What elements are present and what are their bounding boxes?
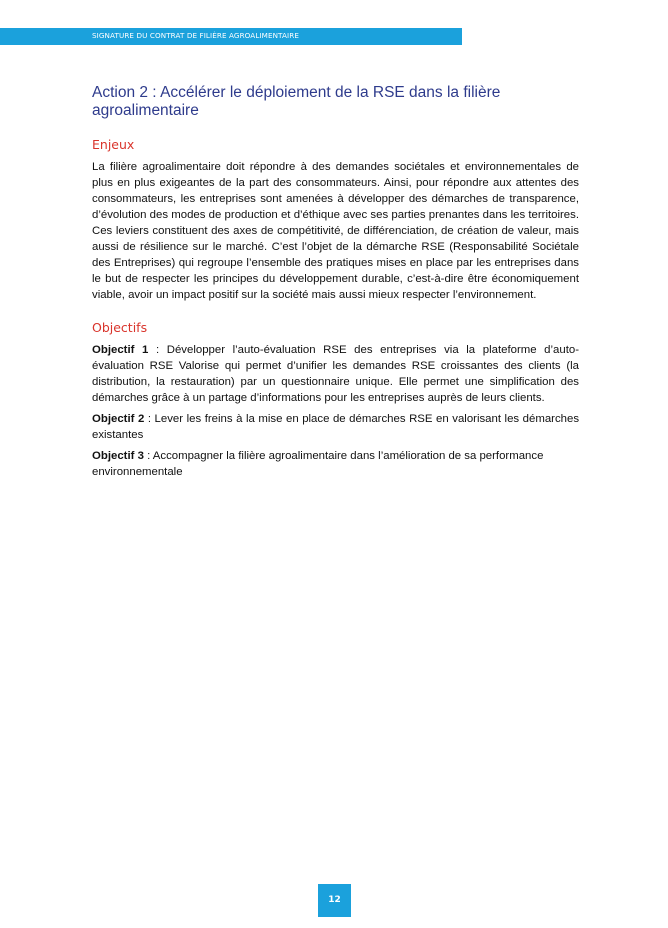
objectif-label: Objectif 1 <box>92 344 149 356</box>
objectif-label: Objectif 2 <box>92 413 145 425</box>
objectif-label: Objectif 3 <box>92 450 144 462</box>
enjeux-paragraph: La filière agroalimentaire doit répondre à des demandes sociétales et environnementales de plus en plus exigeantes de la part des consommateurs. Ainsi, pour répondre aux attentes des consommateurs, les entreprises sont amenées à développer des démarches de transparence, d’évolution des modes de production et d’éthique avec ses parties prenantes dans les territoires. Ces leviers constituent des axes de compétitivité, de différenciation, de création de valeur, mais aussi de résilience sur le marché. C’est l’objet de la démarche RSE (Responsabilité Sociétale des Entreprises) qui regroupe l’ensemble des pratiques mises en place par les entreprises dans le but de respecter les principes du développement durable, c’est-à-dire être économiquement viable, avoir un impact positif sur la société mais aussi mieux respecter l’environnement. <box>92 161 579 301</box>
objectif-text: : Développer l’auto-évaluation RSE des entreprises via la plateforme d’auto-évaluation RSE Valorise qui permet d’unifier les demandes RSE croissantes des clients (la distribution, la restauration) par un questionnaire unique. Elle permet une simplification des démarches grâce à un partage d’informations pour les entreprises auprès de leurs clients. <box>92 344 580 404</box>
objectif-item <box>92 411 579 443</box>
objectif-text: : Lever les freins à la mise en place de démarches RSE en valorisant les démarches existantes <box>92 413 580 441</box>
objectif-item <box>92 448 579 480</box>
page-content <box>92 84 579 480</box>
header-band <box>0 28 462 45</box>
objectif-item <box>92 342 579 406</box>
header-band-text: SIGNATURE DU CONTRAT DE FILIÈRE AGROALIMENTAIRE <box>92 31 299 40</box>
objectifs-heading: Objectifs <box>92 320 148 335</box>
objectif-text: : Accompagner la filière agroalimentaire dans l’amélioration de sa performance environnementale <box>92 450 544 478</box>
page-number-badge: 12 <box>318 884 351 917</box>
enjeux-heading: Enjeux <box>92 137 135 152</box>
action-title: Action 2 : Accélérer le déploiement de la RSE dans la filière agroalimentaire <box>92 84 501 119</box>
